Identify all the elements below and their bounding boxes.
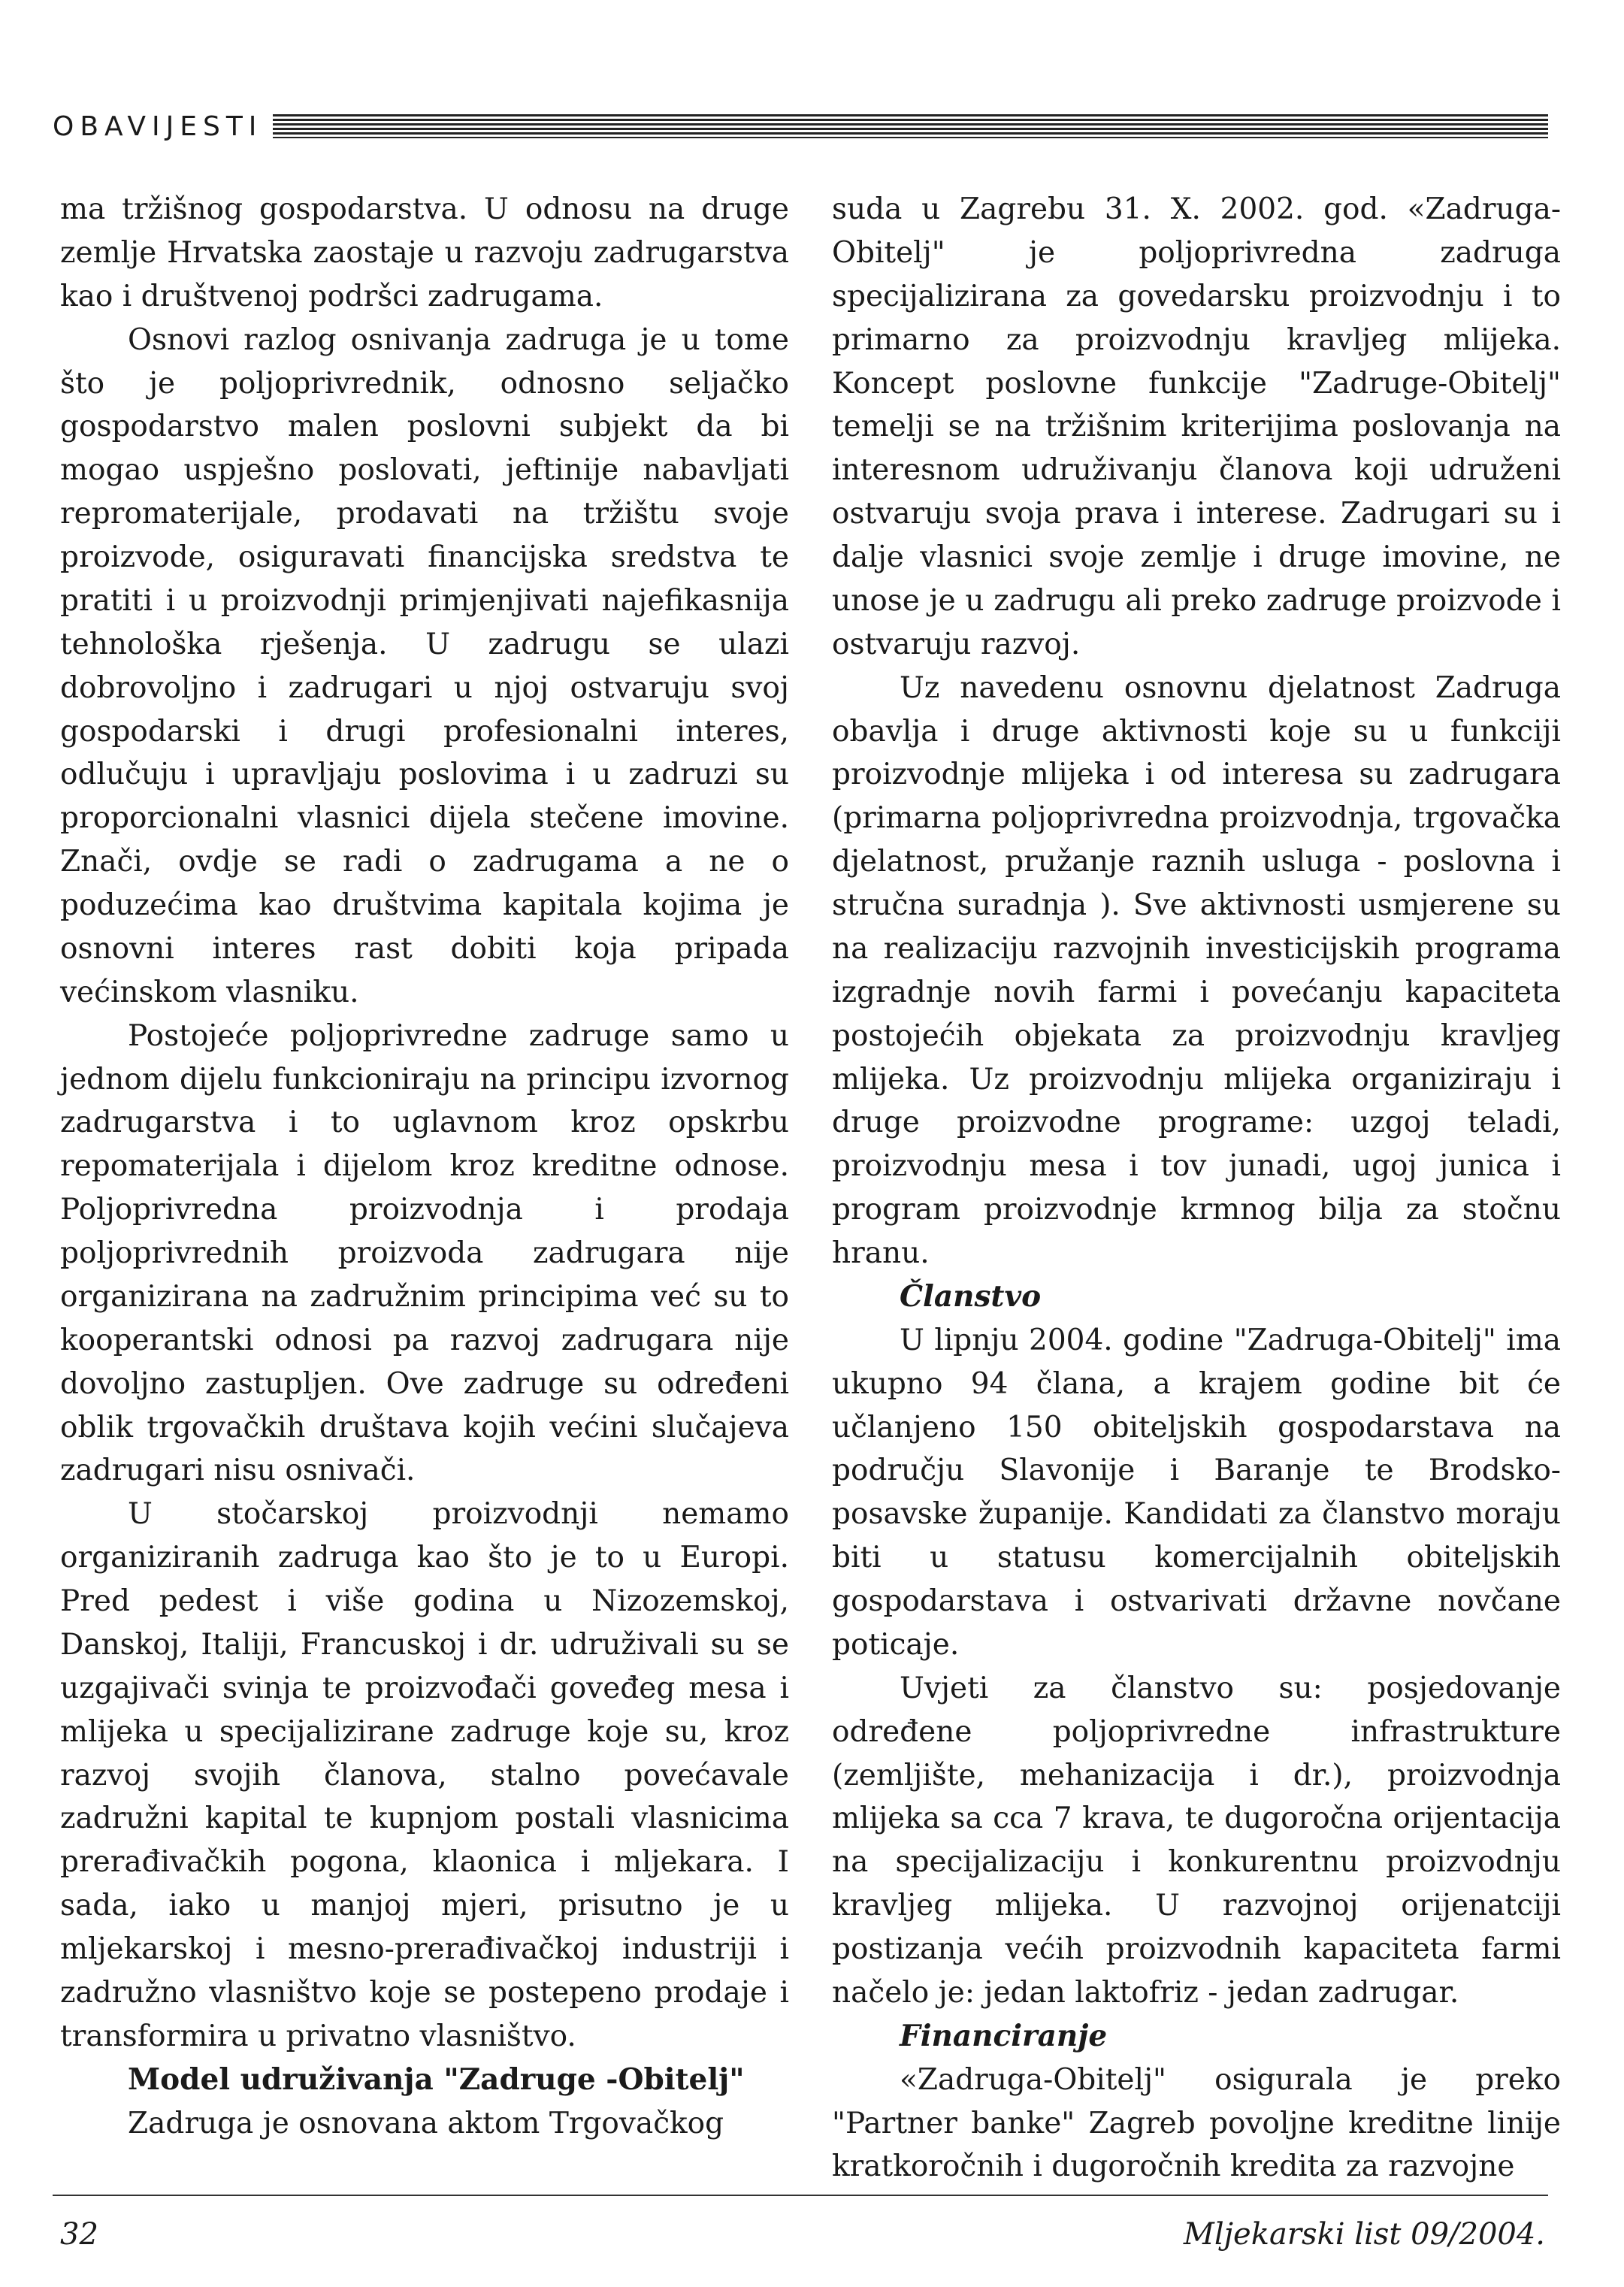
left-paragraph-2: Osnovi razlog osnivanja zadruga je u tome što je poljoprivrednik, odnosno seljačko gospodarstvo malen poslovni subjekt da bi mogao uspješno poslovati, jeftinije nabavljati repromaterijale, prodavati na tržištu svoje proizvode, osiguravati financijska sredstva te pratiti i u proizvodnji primjenjivati najefikasnija tehnološka rješenja. U zadrugu se ulazi dobrovoljno i zadrugari u njoj ostvaruju svoj gospodarski i drugi profesionalni interes, odlučuju i upravljaju poslovima i u zadruzi su proporcionalni vlasnici dijela stečene imovine. Znači, ovdje se radi o zadrugama a ne o poduzećima kao društvima kapitala kojima je osnovni interes rast dobiti koja pripada većinskom vlasniku.	[60, 322, 789, 1009]
right-paragraph-1: suda u Zagrebu 31. X. 2002. god. «Zadruga-Obitelj" je poljoprivredna zadruga specijalizirana za govedarsku proizvodnju i to primarno za proizvodnju kravljeg mlijeka. Koncept poslovne funkcije "Zadruge-Obitelj" temelji se na tržišnim kriterijima poslovanja na interesnom udruživanju članova koji udruženi ostvaruju svoja prava i interese. Zadrugari su i dalje vlasnici svoje zemlje i druge imovine, ne unose je u zadrugu ali preko zadruge proizvode i ostvaruju razvoj.	[832, 192, 1561, 661]
left-paragraph-1: ma tržišnog gospodarstva. U odnosu na druge zemlje Hrvatska zaostaje u razvoju zadrugarstva kao i društvenoj podršci zadrugama.	[60, 192, 789, 313]
left-paragraph-5: Zadruga je osnovana aktom Trgovačkog	[128, 2106, 724, 2140]
subheading-model: Model udruživanja "Zadruge -Obitelj"	[128, 2062, 745, 2097]
page-number: 32	[60, 2217, 98, 2252]
header-rule	[273, 114, 1548, 138]
page-header	[53, 104, 1548, 149]
right-paragraph-3: U lipnju 2004. godine "Zadruga-Obitelj" ima ukupno 94 člana, a krajem godine bit će učlanjeno 150 obiteljskih gospodarstava na području Slavonije i Baranje te Brodsko-posavske županije. Kandidati za članstvo moraju biti u statusu komercijalnih obiteljskih gospodarstava i ostvarivati državne novčane poticaje.	[832, 1323, 1561, 1662]
section-title: OBAVIJESTI	[53, 110, 263, 142]
publication-name: Mljekarski list 09/2004.	[1183, 2217, 1545, 2252]
left-column	[60, 188, 789, 2145]
left-paragraph-4: U stočarskoj proizvodnji nemamo organiziranih zadruga kao što je to u Europi. Pred pedest i više godina u Nizozemskoj, Danskoj, Italiji, Francuskoj i dr. udruživali su se uzgajivači svinja te proizvođači goveđeg mesa i mlijeka u specijalizirane zadruge koje su, kroz razvoj svojih članova, stalno povećavale zadružni kapital te kupnjom postali vlasnicima prerađivačkih pogona, klaonica i mljekara. I sada, iako u manjoj mjeri, prisutno je u mljekarskoj i mesno-prerađivačkoj industriji i zadružno vlasništvo koje se postepeno prodaje i transformira u privatno vlasništvo.	[60, 1497, 789, 2053]
subheading-financiranje: Financiranje	[900, 2018, 1108, 2053]
right-paragraph-4: Uvjeti za članstvo su: posjedovanje određene poljoprivredne infrastrukture (zemljište, mehanizacija i dr.), proizvodnja mlijeka sa cca 7 krava, te dugoročna orijentacija na specijalizaciju i konkurentnu proizvodnju kravljeg mlijeka. U razvojnoj orijenatciji postizanja većih proizvodnih kapaciteta farmi načelo je: jedan laktofriz - jedan zadrugar.	[832, 1671, 1561, 2010]
right-column	[832, 188, 1561, 2189]
right-paragraph-5: «Zadruga-Obitelj" osigurala je preko "Partner banke" Zagreb povoljne kreditne linije kratkoročnih i dugoročnih kredita za razvojne	[832, 2062, 1561, 2184]
subheading-clanstvo: Članstvo	[900, 1278, 1042, 1314]
left-paragraph-3: Postojeće poljoprivredne zadruge samo u jednom dijelu funkcioniraju na principu izvornog zadrugarstva i to uglavnom kroz opskrbu repomaterijala i dijelom kroz kreditne odnose. Poljoprivredna proizvodnja i prodaja poljoprivrednih proizvoda zadrugara nije organizirana na zadružnim principima već su to kooperantski odnosi pa razvoj zadrugara nije dovoljno zastupljen. Ove zadruge su određeni oblik trgovačkih društava kojih većini slučajeva zadrugari nisu osnivači.	[60, 1018, 789, 1488]
right-paragraph-2: Uz navedenu osnovnu djelatnost Zadruga obavlja i druge aktivnosti koje su u funkciji proizvodnje mlijeka i od interesa su zadrugara (primarna poljoprivredna proizvodnja, trgovačka djelatnost, pružanje raznih usluga - poslovna i stručna suradnja ). Sve aktivnosti usmjerene su na realizaciju razvojnih investicijskih programa izgradnje novih farmi i povećanju kapaciteta postojećih objekata za proizvodnju kravljeg mlijeka. Uz proizvodnju mlijeka organiziraju i druge proizvodne programe: uzgoj teladi, proizvodnju mesa i tov junadi, ugoj junica i program proizvodnje krmnog bilja za stočnu hranu.	[832, 670, 1561, 1270]
footer-rule	[53, 2195, 1548, 2196]
